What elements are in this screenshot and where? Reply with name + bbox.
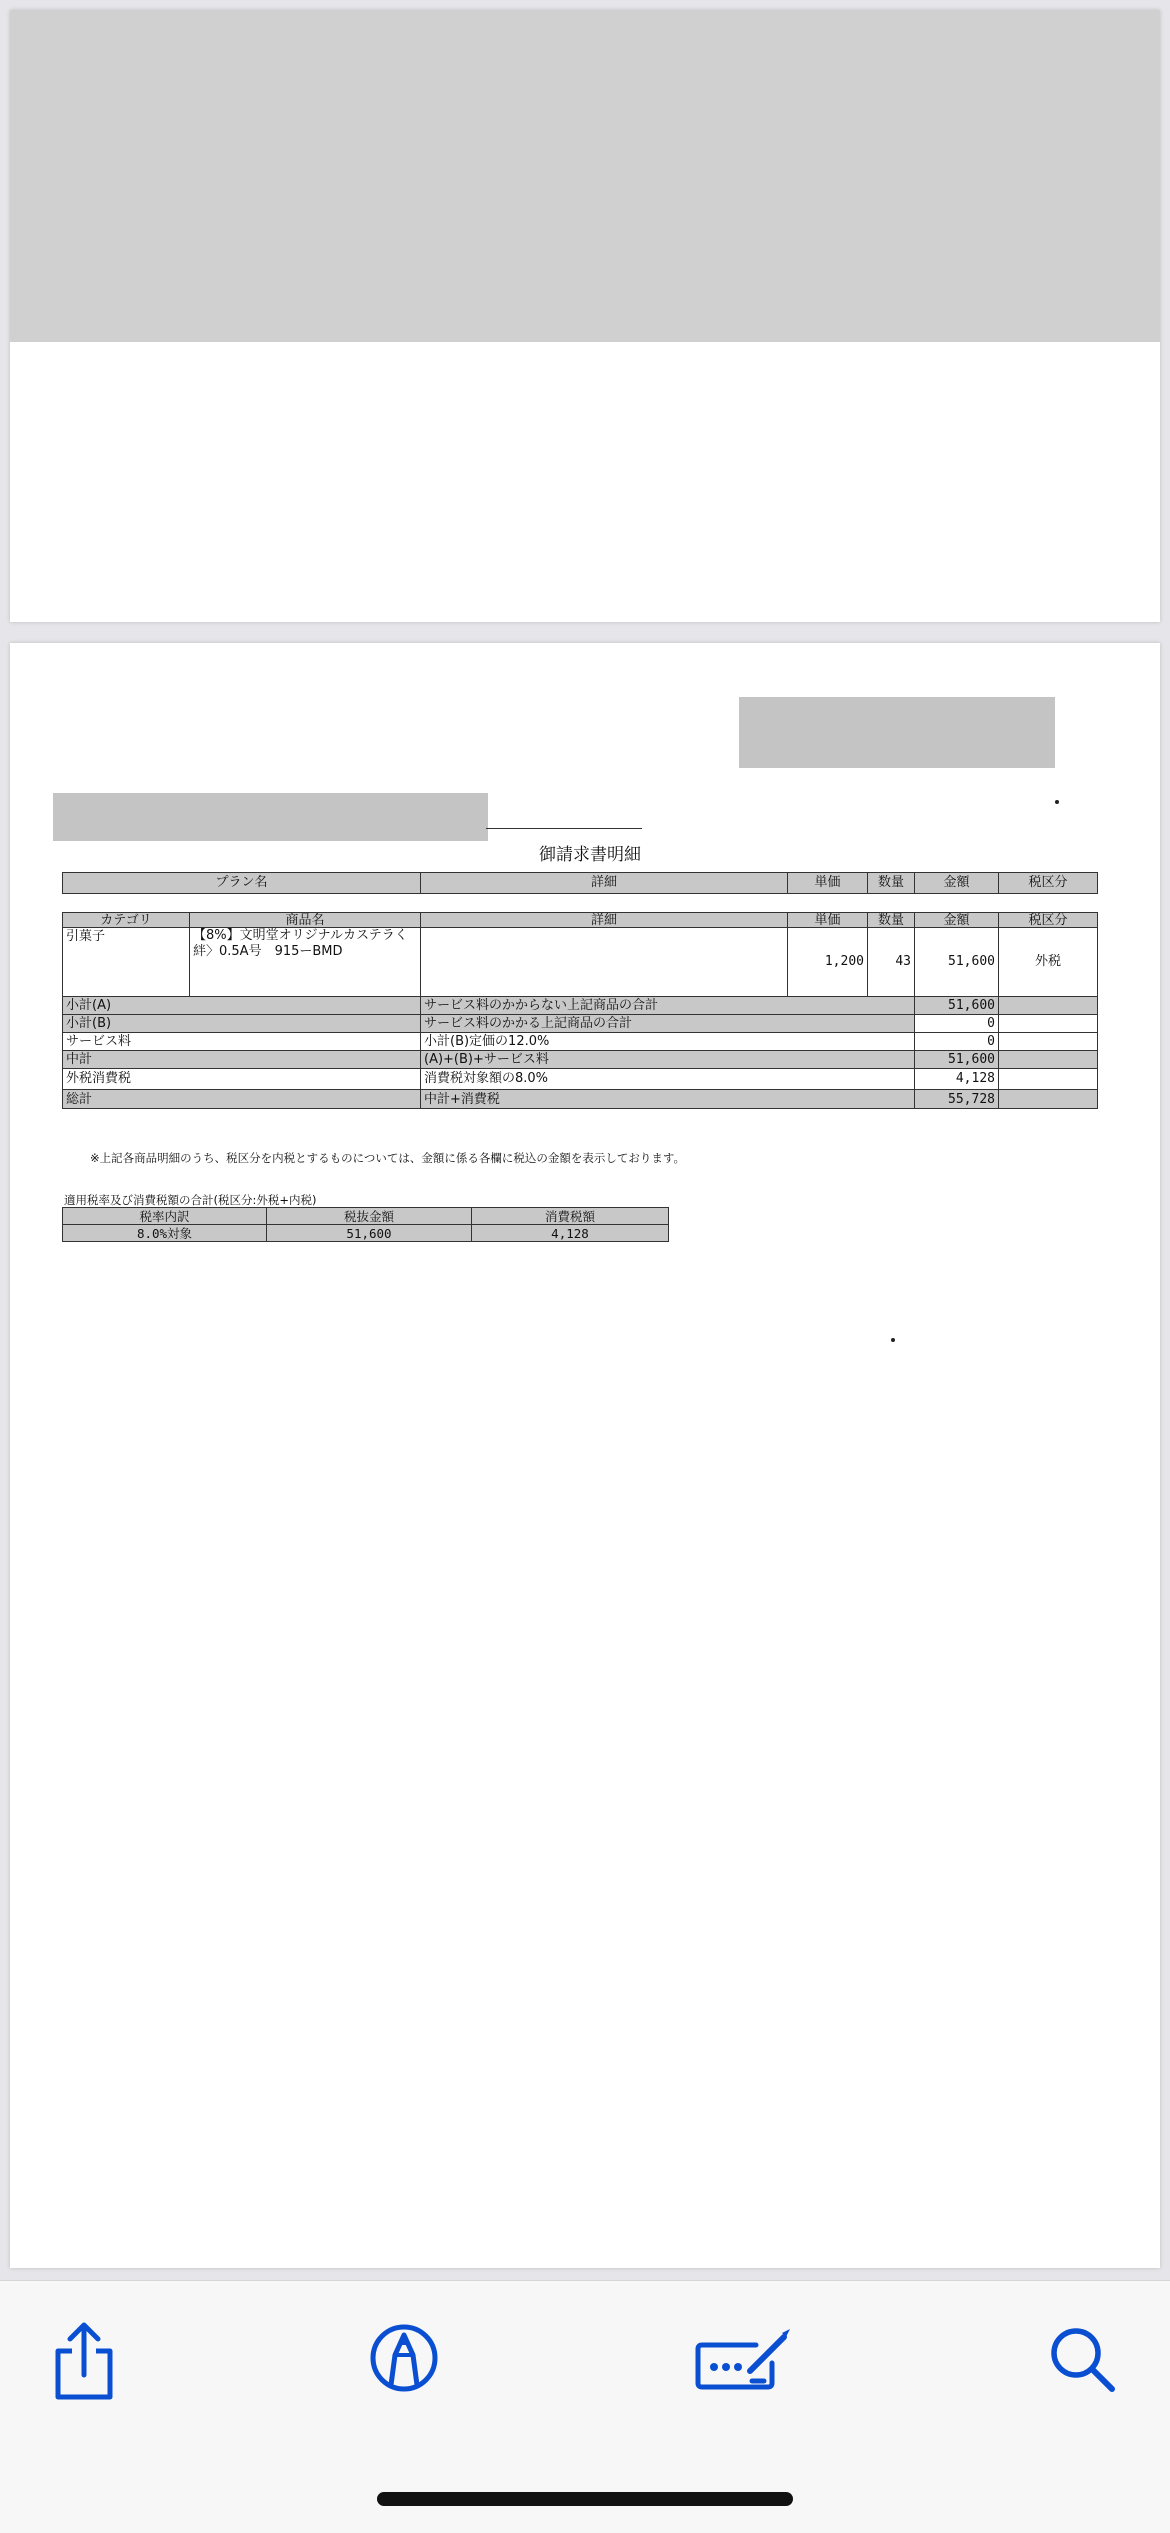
- share-icon: [48, 2321, 120, 2401]
- tax-summary-caption: 適用税率及び消費税額の合計(税区分:外税+内税): [64, 1193, 317, 1207]
- summary-amount: 4,128: [915, 1069, 999, 1090]
- summary-row: [63, 1051, 1098, 1069]
- document-title: 御請求書明細: [539, 845, 641, 865]
- summary-label: 総計: [63, 1090, 421, 1109]
- item-tax-class: 外税: [999, 928, 1098, 997]
- item-name-line1: 【8%】文明堂オリジナルカステラく: [193, 928, 408, 943]
- items-table-header: [63, 913, 1098, 928]
- header-quantity: 数量: [868, 873, 915, 894]
- item-name-line2: 絆〉0.5A号 915ーBMD: [193, 944, 343, 959]
- markup-icon: [369, 2323, 439, 2393]
- header-unit-price: 単価: [788, 913, 868, 928]
- signature-icon: [694, 2327, 794, 2391]
- summary-detail: 小計(B)定価の12.0%: [421, 1033, 915, 1051]
- header-tax-rate: 税率内訳: [63, 1208, 267, 1225]
- item-row: [63, 928, 1098, 997]
- summary-amount: 0: [915, 1033, 999, 1051]
- tax-rate-value: 8.0%対象: [63, 1225, 267, 1242]
- header-detail: 詳細: [421, 913, 788, 928]
- summary-detail: サービス料のかからない上記商品の合計: [421, 997, 915, 1015]
- summary-row: [63, 1090, 1098, 1109]
- summary-row: [63, 1069, 1098, 1090]
- redacted-region: [739, 697, 1055, 768]
- summary-detail: (A)+(B)+サービス料: [421, 1051, 915, 1069]
- header-tax-class: 税区分: [999, 873, 1098, 894]
- tax-summary-header: [63, 1208, 669, 1225]
- header-tax-class: 税区分: [999, 913, 1098, 928]
- summary-blank: [999, 1033, 1098, 1051]
- summary-blank: [999, 1090, 1098, 1109]
- item-detail: [421, 928, 788, 997]
- plan-table: [62, 872, 1098, 894]
- bottom-toolbar: [0, 2280, 1170, 2533]
- pretax-amount-value: 51,600: [267, 1225, 472, 1242]
- document-page-2: [10, 643, 1160, 2268]
- header-tax-amount: 消費税額: [472, 1208, 669, 1225]
- summary-detail: 中計+消費税: [421, 1090, 915, 1109]
- header-detail: 詳細: [421, 873, 788, 894]
- header-quantity: 数量: [868, 913, 915, 928]
- dot-mark: [891, 1338, 895, 1342]
- summary-label: サービス料: [63, 1033, 421, 1051]
- summary-row: [63, 1033, 1098, 1051]
- dot-mark: [1055, 800, 1059, 804]
- header-plan-name: プラン名: [63, 873, 421, 894]
- header-amount: 金額: [915, 873, 999, 894]
- summary-label: 小計(B): [63, 1015, 421, 1033]
- item-name: [190, 928, 421, 997]
- plan-table-header: [63, 873, 1098, 894]
- tax-summary-row: [63, 1225, 669, 1242]
- tax-amount-value: 4,128: [472, 1225, 669, 1242]
- summary-blank: [999, 997, 1098, 1015]
- summary-detail: サービス料のかかる上記商品の合計: [421, 1015, 915, 1033]
- search-button[interactable]: [1048, 2325, 1118, 2395]
- summary-blank: [999, 1069, 1098, 1090]
- markup-button[interactable]: [369, 2323, 439, 2393]
- title-underline: [486, 828, 642, 829]
- header-amount: 金額: [915, 913, 999, 928]
- summary-row: [63, 997, 1098, 1015]
- item-unit-price: 1,200: [788, 928, 868, 997]
- summary-label: 外税消費税: [63, 1069, 421, 1090]
- share-button[interactable]: [48, 2321, 120, 2401]
- summary-amount: 51,600: [915, 997, 999, 1015]
- search-icon: [1048, 2325, 1118, 2395]
- signature-button[interactable]: [694, 2327, 794, 2391]
- summary-blank: [999, 1051, 1098, 1069]
- item-category: 引菓子: [63, 928, 190, 997]
- summary-row: [63, 1015, 1098, 1033]
- redacted-region: [53, 793, 488, 841]
- tax-summary-table: [62, 1207, 669, 1242]
- header-unit-price: 単価: [788, 873, 868, 894]
- summary-blank: [999, 1015, 1098, 1033]
- header-product-name: 商品名: [190, 913, 421, 928]
- header-pretax-amount: 税抜金額: [267, 1208, 472, 1225]
- summary-amount: 55,728: [915, 1090, 999, 1109]
- tax-note: ※上記各商品明細のうち、税区分を内税とするものについては、金額に係る各欄に税込の金額を表示しております。: [90, 1151, 685, 1165]
- document-page-1: [10, 10, 1160, 622]
- summary-label: 中計: [63, 1051, 421, 1069]
- summary-label: 小計(A): [63, 997, 421, 1015]
- summary-amount: 0: [915, 1015, 999, 1033]
- home-indicator: [377, 2492, 793, 2506]
- redacted-region: [10, 10, 1160, 342]
- summary-detail: 消費税対象額の8.0%: [421, 1069, 915, 1090]
- item-amount: 51,600: [915, 928, 999, 997]
- items-table: [62, 912, 1098, 1109]
- header-category: カテゴリ: [63, 913, 190, 928]
- item-quantity: 43: [868, 928, 915, 997]
- summary-amount: 51,600: [915, 1051, 999, 1069]
